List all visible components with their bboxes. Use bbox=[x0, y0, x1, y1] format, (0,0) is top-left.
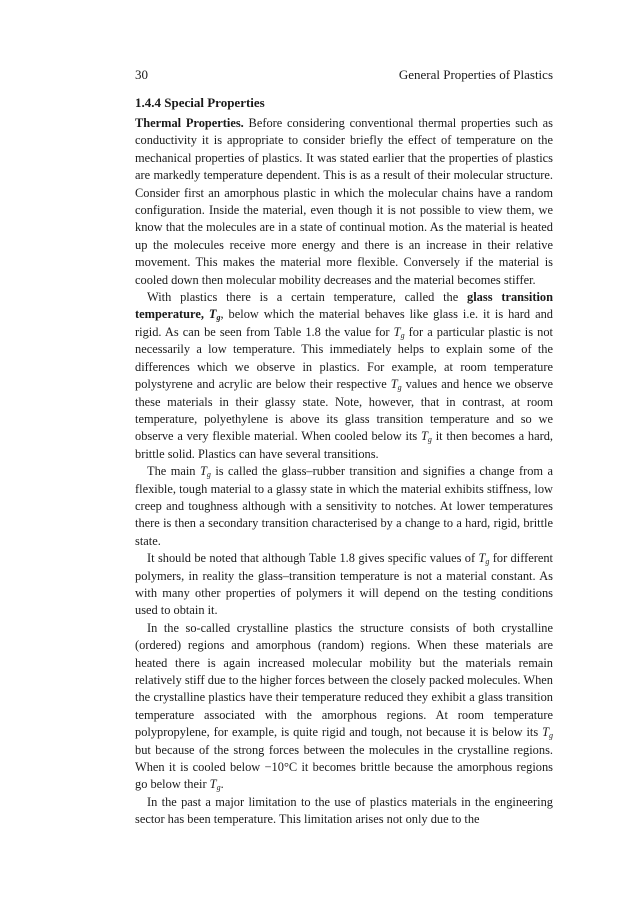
body-text bbox=[135, 115, 553, 829]
paragraph-main-tg: The main $T_g$ is called the glass–rubber transition and signifies a change from a flexible, tough material to a glassy state in which the material exhibits stiffness, low creep and toughness although with a sensitivity to notches. At lower temperatures there is then a secondary transition characterised by a change to a hard, rigid, brittle state. bbox=[135, 464, 553, 548]
paragraph-thermal-properties: Thermal Properties. Before considering conventional thermal properties such as conductivity it is appropriate to consider briefly the effect of temperature on the mechanical properties of plastics. It was stated earlier that the properties of plastics are markedly temperature dependent. This is as a result of their molecular structure. Consider first an amorphous plastic in which the molecular chains have a random configuration. Inside the material, even though it is not possible to view them, we know that the molecules are in a state of continual motion. As the material is heated up the molecules receive more energy and there is an increase in their relative movement. This makes the material more flexible. Conversely if the material is cooled down then molecular mobility decreases and the material becomes stiffer. bbox=[135, 116, 554, 287]
defined-term: glass transition temperature, bbox=[135, 290, 553, 322]
paragraph-lead: Thermal Properties. bbox=[135, 116, 244, 130]
running-header bbox=[135, 67, 553, 83]
tg-symbol: $T_g$ bbox=[209, 777, 221, 793]
tg-symbol: $T_g$ bbox=[421, 429, 432, 445]
tg-symbol: $T_g$ bbox=[199, 464, 211, 480]
tg-symbol: $T_g$ bbox=[208, 307, 221, 323]
section-heading: 1.4.4 Special Properties bbox=[135, 95, 265, 110]
paragraph-tg-not-constant: It should be noted that although Table 1.8 gives specific values of $T_g$ for different polymers, in reality the glass–transition temperature is not a material constant. As with many other properties of polymers it will depend on the testing conditions used to obtain it. bbox=[135, 551, 553, 618]
paragraph-crystalline-plastics: In the so-called crystalline plastics the structure consists of both crystalline (ordered) regions and amorphous (random) regions. When these materials are heated there is again increased molecular mobility but the materials remain relatively stiff due to the higher forces between the closely packed molecules. When the crystalline plastics have their temperature reduced they exhibit a glass transition temperature associated with the amorphous regions. At room temperature polypropylene, for example, is quite rigid and tough, not because it is below its $T_g$ but because of the strong forces between the molecules in the crystalline regions. When it is cooled below −10°C it becomes brittle because the amorphous regions go below their $T_g$. bbox=[135, 620, 553, 793]
tg-symbol: $T_g$ bbox=[393, 324, 405, 340]
tg-symbol: $T_g$ bbox=[542, 725, 553, 741]
page-number: 30 bbox=[135, 67, 148, 82]
tg-symbol: $T_g$ bbox=[478, 551, 490, 567]
tg-symbol: $T_g$ bbox=[390, 377, 402, 393]
paragraph-glass-transition: With plastics there is a certain temperature, called the glass transition temperature, $T_g$, below which the material behaves like glass i.e. it is hard and rigid. As can be seen from Table 1.8 the value for $T_g$ for a particular plastic is not necessarily a low temperature. This immediately helps to explain some of the differences which we observe in plastics. For example, at room temperature polystyrene and acrylic are below their respective $T_g$ values and hence we observe these materials in their glassy state. Note, however, that in contrast, at room temperature, polyethylene is above its glass transition temperature and so we observe a very flexible material. When cooled below its $T_g$ it then becomes a hard, brittle solid. Plastics can have several transitions. bbox=[135, 290, 553, 461]
paragraph-temperature-limitation: In the past a major limitation to the use of plastics materials in the engineering sector has been temperature. This limitation arises not only due to the bbox=[135, 794, 553, 827]
running-title: General Properties of Plastics bbox=[398, 67, 553, 82]
